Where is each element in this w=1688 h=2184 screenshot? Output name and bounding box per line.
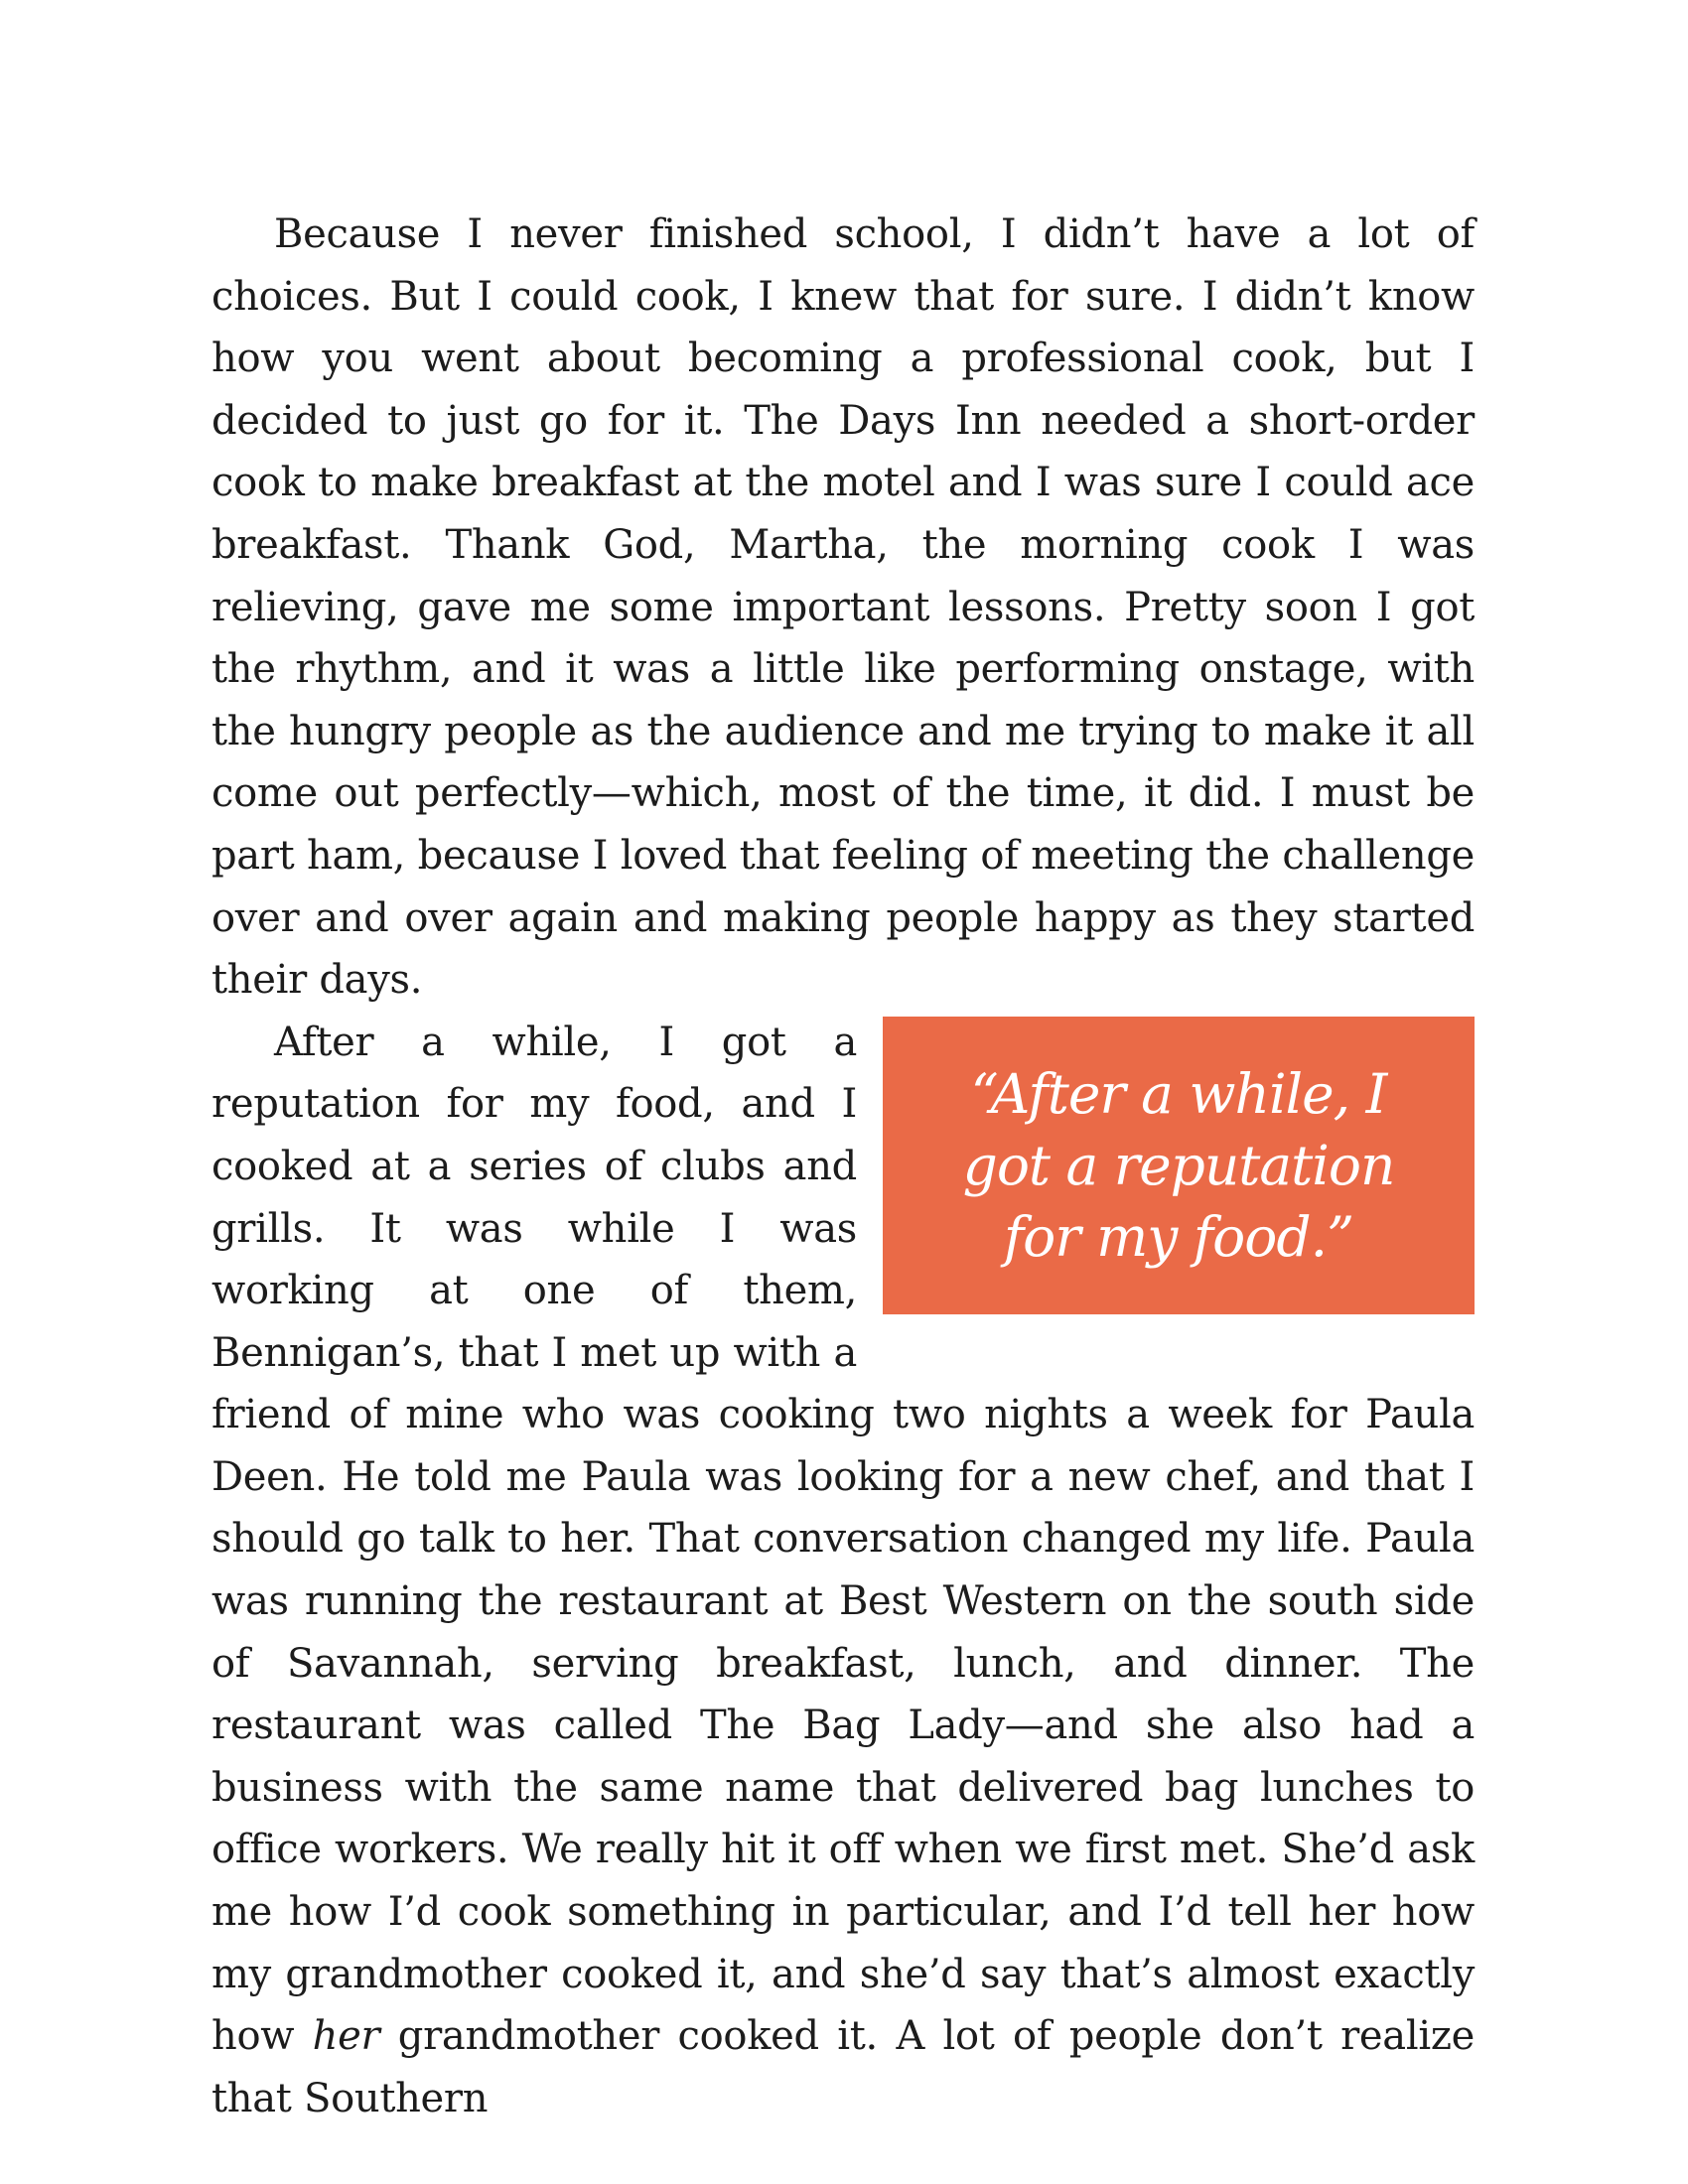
paragraph-2-text-start: After a while, I got a reputation for my food, and I cooked at a series of clubs and grills. It was while I was working at one of them, Bennigan’s, that I met up with a friend of mine who was cooking two nights a week for Paula Deen. He told me Paula was looking for a new chef, and that I should go talk to her. That conversation changed my life. Paula was running the restaurant at Best Western on the south side of Savannah, serving breakfast, lunch, and dinner. The restaurant was called The Bag Lady—and she also had a business with the same name that delivered bag lunches to office workers. We really hit it off when we first met. She’d ask me how I’d cook something in particular, and I’d tell her how my grandmother cooked it, and she’d say that’s almost exactly how	[211, 1019, 1475, 2060]
pull-quote-text: “After a while, I got a reputation for my food.”	[962, 1061, 1395, 1269]
paragraph-1: Because I never finished school, I didn’t have a lot of choices. But I could cook, I knew that for sure. I didn’t know how you went about becoming a professional cook, but I decided to just go for it. The Days Inn needed a short-order cook to make breakfast at the motel and I was sure I could ace breakfast. Thank God, Martha, the morning cook I was relieving, gave me some important lessons. Pretty soon I got the rhythm, and it was a little like performing onstage, with the hungry people as the audience and me trying to make it all come out perfectly—which, most of the time, it did. I must be part ham, because I loved that feeling of meeting the challenge over and over again and making people happy as they started their days.	[211, 211, 1475, 1004]
paragraph-2-emphasis: her	[312, 2013, 380, 2060]
paragraph-2-text-end: grandmother cooked it. A lot of people don’t realize that Southern	[211, 2013, 1475, 2121]
article-body	[211, 204, 1475, 2129]
pull-quote-box	[883, 1017, 1475, 1314]
